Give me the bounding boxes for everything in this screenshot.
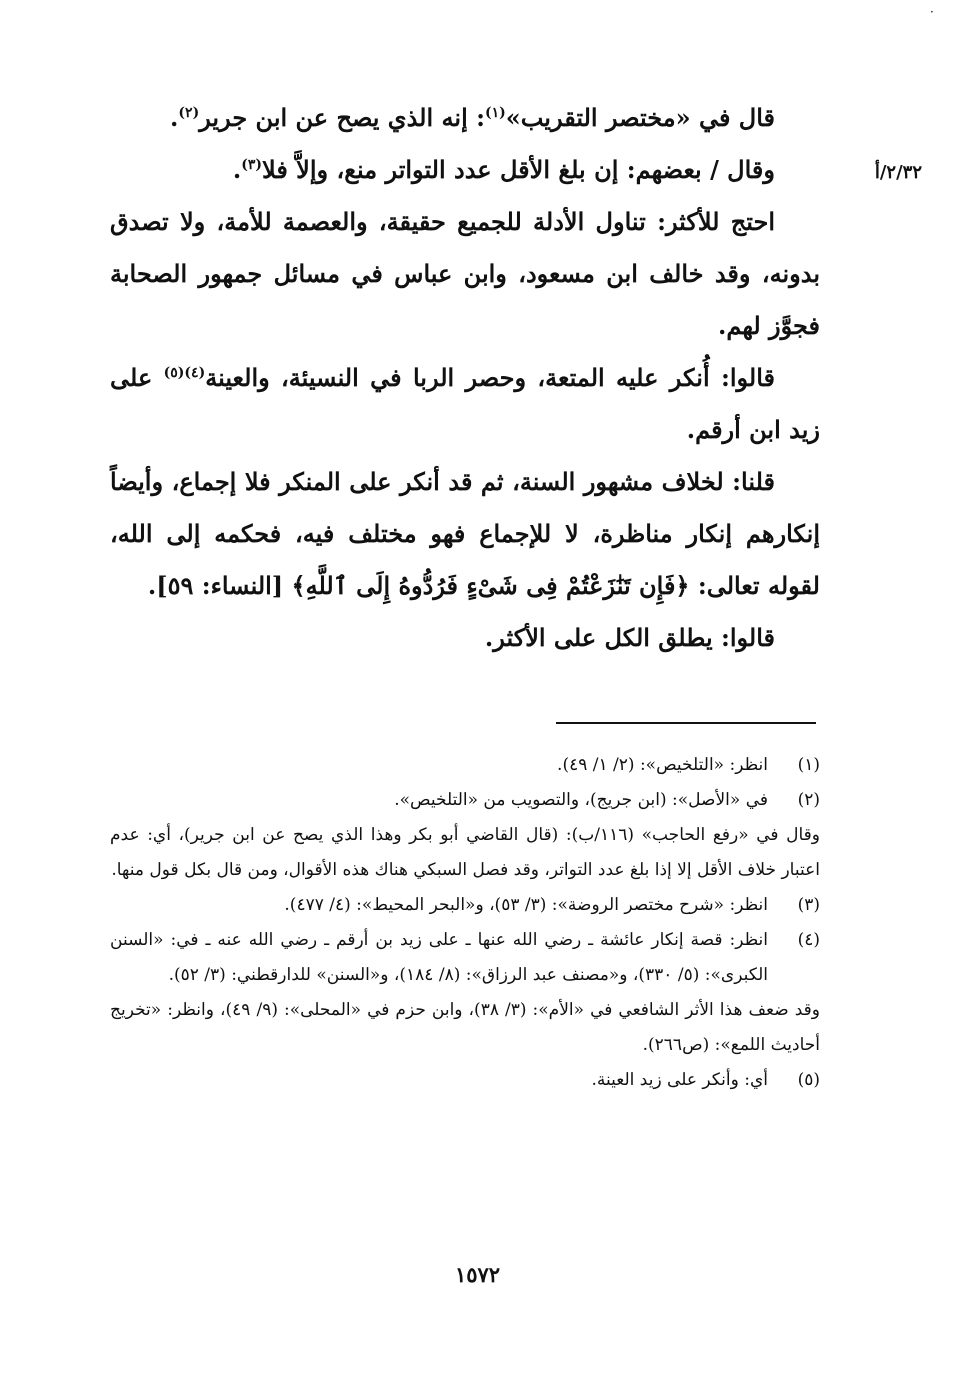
paragraph-4-text: قالوا: أُنكر عليه المتعة، وحصر الربا في النسيئة، والعينة [205, 363, 776, 392]
footnote-5 [110, 1063, 820, 1098]
paragraph-1-text-3: . [170, 103, 179, 132]
footnote-number: (٣) [797, 895, 820, 915]
footnote-number: (١) [797, 755, 820, 775]
scan-mark: · [930, 5, 934, 19]
footnote-ref-2[interactable]: (٢) [178, 105, 200, 121]
footnote-4 [110, 923, 820, 993]
paragraph-2-text-2: . [232, 155, 242, 184]
quran-verse: ﴿فَإِن تَنَٰزَعْتُمْ فِى شَىْءٍ فَرُدُّوهُ إِلَى ٱللَّهِ﴾ [291, 571, 690, 600]
main-text [110, 92, 820, 664]
footnotes [110, 748, 820, 1098]
paragraph-1-text: قال في «مختصر التقريب» [505, 103, 775, 132]
margin-folio-note: ٢/٣٢/أ [874, 162, 922, 183]
paragraph-5-text-2: [النساء: ٥٩]. [147, 571, 292, 600]
footnote-3 [110, 888, 820, 923]
footnote-text: أي: وأنكر على زيد العينة. [591, 1070, 768, 1090]
footnote-number: (٤) [797, 930, 820, 950]
footnote-ref-3[interactable]: (٣) [241, 157, 263, 173]
paragraph-6-text: قالوا: يطلق الكل على الأكثر. [484, 623, 775, 652]
footnote-ref-4-5[interactable]: (٤)(٥) [163, 365, 206, 381]
footnote-ref-1[interactable]: (١) [484, 105, 506, 121]
paragraph-1 [110, 92, 820, 144]
paragraph-4 [110, 352, 820, 456]
paragraph-3 [110, 196, 820, 352]
footnote-2 [110, 783, 820, 818]
paragraph-2-text: وقال / بعضهم: إن بلغ الأقل عدد التواتر منع، وإلاَّ فلا [262, 155, 775, 184]
footnote-text: انظر: قصة إنكار عائشة ـ رضي الله عنها ـ على زيد بن أرقم ـ رضي الله عنه ـ في: «السنن الكبرى»: (٥/ ٣٣٠)، و«مصنف عبد الرزاق»: (٨/ ١٨٤)، و«السنن» للدارقطني: (٣/ ٥٢). [110, 930, 768, 985]
footnote-number: (٢) [797, 790, 820, 810]
footnote-text: انظر: «التلخيص»: (٢/ ١/ ٤٩). [557, 755, 768, 775]
paragraph-3-text: احتج للأكثر: تناول الأدلة للجميع حقيقة، والعصمة للأمة، ولا تصدق بدونه، وقد خالف ابن مسعود، وابن عباس في مسائل جمهور الصحابة فجوَّز لهم. [110, 207, 820, 340]
footnote-separator [556, 722, 816, 724]
footnote-number: (٥) [797, 1070, 820, 1090]
footnote-text: في «الأصل»: (ابن جريج)، والتصويب من «التلخيص». [394, 790, 768, 810]
page-number: ١٥٧٢ [454, 1262, 501, 1287]
footnote-2-continuation: وقال في «رفع الحاجب» (١١٦/ب): (قال القاضي أبو بكر وهذا الذي يصح عن ابن جرير)، أي: عدم اعتبار خلاف الأقل إلا إذا بلغ عدد التواتر، وقد فصل السبكي هناك هذه الأقوال، ومن قال بكل قول منها. [110, 825, 820, 880]
footnote-1 [110, 748, 820, 783]
footnote-text: انظر: «شرح مختصر الروضة»: (٣/ ٥٣)، و«البحر المحيط»: (٤/ ٤٧٧). [284, 895, 768, 915]
paragraph-1-text-2: : إنه الذي يصح عن ابن جرير [199, 103, 485, 132]
paragraph-6 [110, 612, 820, 664]
footnote-4-continuation: وقد ضعف هذا الأثر الشافعي في «الأم»: (٣/ ٣٨)، وابن حزم في «المحلى»: (٩/ ٤٩)، وانظر: «تخريج أحاديث اللمع»: (ص٢٦٦). [110, 1000, 821, 1055]
paragraph-5-text: قلنا: لخلاف مشهور السنة، ثم قد أنكر على المنكر فلا إجماع، وأيضاً إنكارهم إنكار مناظرة، لا للإجماع فهو مختلف فيه، فحكمه إلى الله، لقوله تعالى: [110, 467, 820, 600]
paragraph-5 [110, 456, 820, 612]
paragraph-4-text-2: على زيد ابن أرقم. [110, 363, 820, 444]
paragraph-2 [110, 144, 820, 196]
